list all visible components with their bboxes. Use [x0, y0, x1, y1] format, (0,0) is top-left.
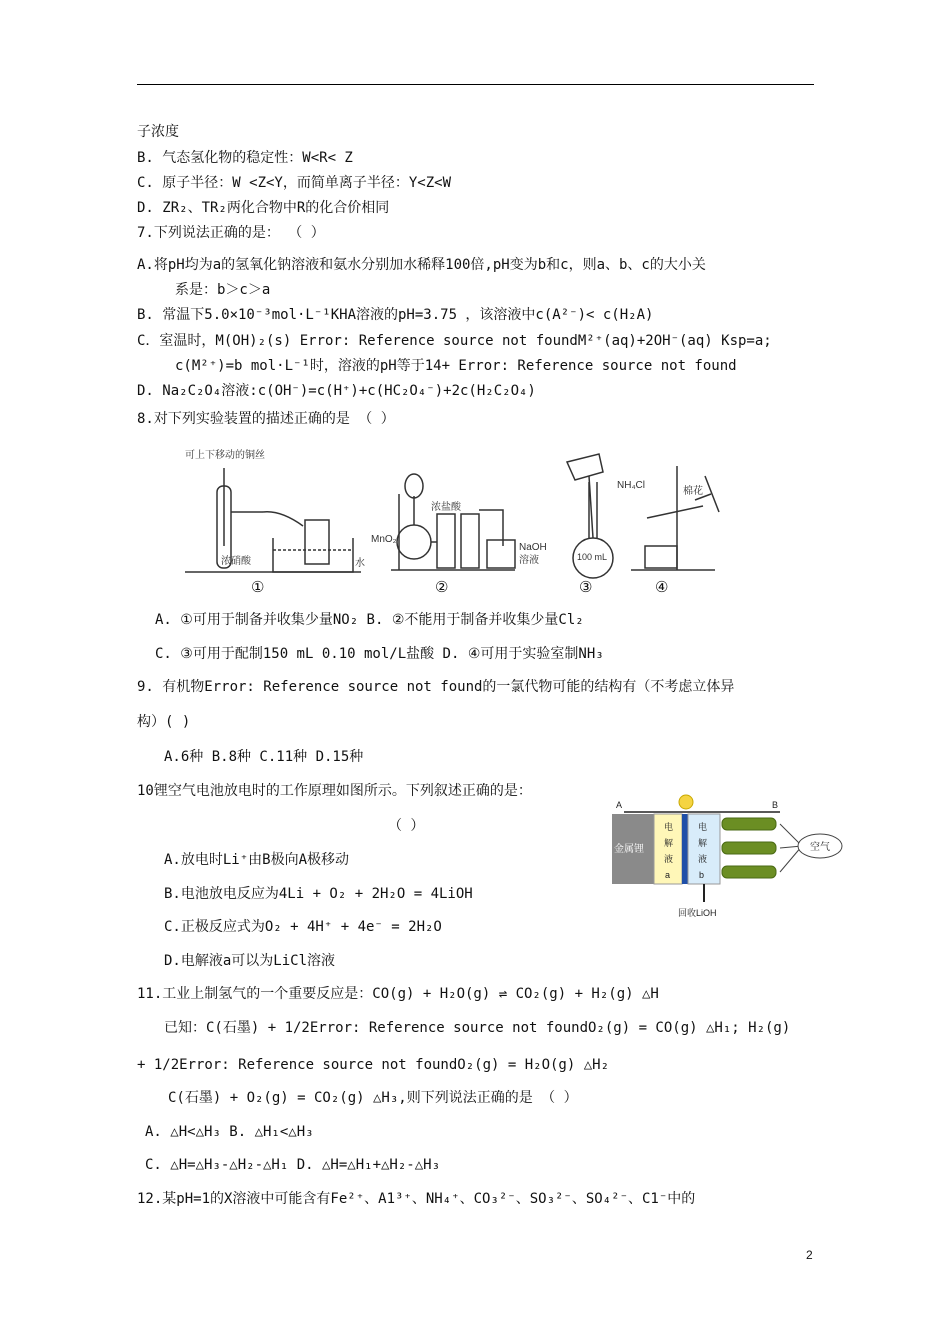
label-naoh: NaOH: [519, 542, 547, 553]
question-11-options-ab: A. △H<△H₃ B. △H₁<△H₃: [145, 1124, 314, 1140]
question-7-stem: 7.下列说法正确的是： （ ）: [137, 225, 325, 241]
question-10-option-b: B.电池放电反应为4Li + O₂ + 2H₂O = 4LiOH: [164, 886, 473, 902]
question-6-option-b: B. 气态氢化物的稳定性：W<R< Z: [137, 150, 353, 166]
lithium-metal-label: 金属锂: [614, 844, 644, 855]
question-7-option-c: C．室温时，M(OH)₂(s) Error: Reference source not foundM²⁺(aq)+2OH⁻(aq) Ksp=a;: [137, 333, 772, 349]
question-9-stem: 9. 有机物Error: Reference source not found的一氯代物可能的结构有（不考虑立体异: [137, 679, 735, 695]
header-rule: [137, 84, 814, 85]
battery-figure: [612, 794, 850, 928]
question-11-known-3: C(石墨) + O₂(g) = CO₂(g) △H₃,则下列说法正确的是 （ ）: [168, 1090, 578, 1106]
apparatus-number-1: ①: [251, 579, 265, 594]
label-flask-volume: 100 mL: [577, 552, 608, 562]
label-nh4cl: NH₄Cl: [617, 480, 645, 491]
question-11-known-1: 已知：C(石墨) + 1/2Error: Reference source not foundO₂(g) = CO(g) △H₁; H₂(g): [164, 1020, 791, 1036]
question-11-options-cd: C. △H=△H₃-△H₂-△H₁ D. △H=△H₁+△H₂-△H₃: [145, 1157, 441, 1173]
label-copper-wire: 可上下移动的铜丝: [185, 450, 265, 461]
electrolyte-b-2: 解: [698, 838, 708, 848]
question-10-option-d: D.电解液a可以为LiCl溶液: [164, 953, 336, 969]
question-7-option-a-cont: 系是：b＞c＞a: [175, 282, 271, 298]
question-6-option-d: D. ZR₂、TR₂两化合物中R的化合价相同: [137, 200, 390, 216]
question-10-option-c: C.正极反应式为O₂ + 4H⁺ + 4e⁻ = 2H₂O: [164, 919, 442, 935]
question-10-option-a: A.放电时Li⁺由B极向A极移动: [164, 852, 350, 868]
question-11-stem: 11.工业上制氢气的一个重要反应是：CO(g) + H₂O(g) ⇌ CO₂(g) + H₂(g) △H: [137, 986, 659, 1002]
question-9-stem-cont: 构）( ): [137, 714, 191, 730]
electrolyte-b-1: 电: [698, 822, 708, 832]
label-cotton: 棉花: [683, 486, 703, 497]
question-12-stem: 12.某pH=1的X溶液中可能含有Fe²⁺、A1³⁺、NH₄⁺、CO₃²⁻、SO₃²⁻、SO₄²⁻、C1⁻中的: [137, 1191, 696, 1207]
question-8-options-cd: C. ③可用于配制150 mL 0.10 mol/L盐酸 D. ④可用于实验室制NH₃: [155, 646, 604, 662]
electrolyte-a-2: 解: [664, 838, 674, 848]
question-10-stem: 10锂空气电池放电时的工作原理如图所示。下列叙述正确的是：: [137, 783, 532, 799]
question-9-options: A.6种 B.8种 C.11种 D.15种: [164, 749, 364, 765]
electrolyte-a-1: 电: [664, 822, 674, 832]
question-11-known-2: + 1/2Error: Reference source not foundO₂(g) = H₂O(g) △H₂: [137, 1057, 610, 1073]
apparatus-figure: [185, 446, 725, 598]
apparatus-number-2: ②: [435, 579, 449, 594]
question-7-option-c-cont: c(M²⁺)=b mol·L⁻¹时，溶液的pH等于14+ Error: Reference source not found: [175, 358, 737, 374]
question-7-option-d: D. Na₂C₂O₄溶液:c(OH⁻)=c(H⁺)+c(HC₂O₄⁻)+2c(H₂C₂O₄): [137, 383, 536, 399]
question-8-stem: 8.对下列实验装置的描述正确的是 （ ）: [137, 411, 395, 427]
electrolyte-b-3: 液: [698, 854, 708, 864]
question-8-options-ab: A. ①可用于制备并收集少量NO₂ B. ②不能用于制备并收集少量Cl₂: [155, 612, 584, 628]
air-label: 空气: [810, 842, 830, 853]
label-naoh-solution: 溶液: [519, 555, 539, 566]
label-water: 水: [355, 558, 365, 569]
page-number: 2: [806, 1248, 813, 1262]
question-6-option-c: C. 原子半径：W <Z<Y，而简单离子半径：Y<Z<W: [137, 175, 452, 191]
electrolyte-a-3: 液: [664, 854, 674, 864]
electrolyte-a-4: a: [665, 870, 671, 880]
label-mno2: MnO₂: [371, 534, 397, 545]
label-nitric-acid: 浓硝酸: [221, 556, 251, 567]
text-line: 子浓度: [137, 124, 179, 140]
question-10-paren: （ ）: [388, 818, 425, 834]
question-7-option-b: B. 常温下5.0×10⁻³mol·L⁻¹KHA溶液的pH=3.75 ，该溶液中c(A²⁻)< c(H₂A): [137, 307, 654, 323]
apparatus-number-4: ④: [655, 579, 669, 594]
apparatus-number-3: ③: [579, 579, 593, 594]
electrolyte-b-4: b: [699, 870, 705, 880]
recover-lioh-label: 回收LiOH: [678, 908, 717, 918]
question-7-option-a: A.将pH均为a的氢氧化钠溶液和氨水分别加水稀释100倍,pH变为b和c，则a、b、c的大小关: [137, 257, 706, 273]
electrode-b-label: B: [772, 800, 779, 810]
label-hcl: 浓盐酸: [431, 502, 461, 513]
electrode-a-label: A: [616, 800, 623, 810]
